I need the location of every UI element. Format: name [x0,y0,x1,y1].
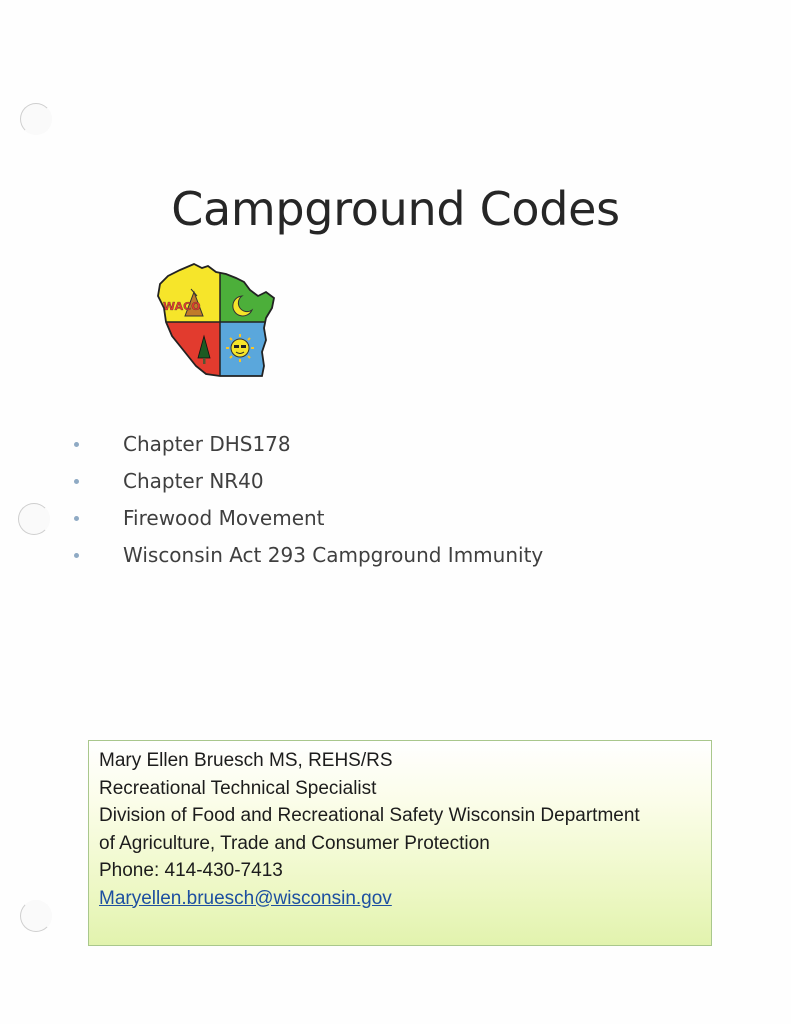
list-item: Firewood Movement [72,500,543,537]
bullet-icon [74,553,79,558]
logo-red-quadrant [150,322,220,378]
waco-logo [150,256,280,378]
bullet-icon [74,479,79,484]
contact-name: Mary Ellen Bruesch MS, REHS/RS [99,750,393,771]
list-item: Chapter NR40 [72,463,543,500]
bullet-icon [74,516,79,521]
bullet-icon [74,442,79,447]
contact-division-line2: of Agriculture, Trade and Consumer Protection [99,832,490,854]
contact-role: Recreational Technical Specialist [99,777,377,799]
topic-list [72,426,543,574]
contact-box [88,740,712,946]
binder-hole [20,103,52,135]
page-title: Campground Codes [171,182,620,236]
binder-hole [18,503,50,535]
list-item: Wisconsin Act 293 Campground Immunity [72,537,543,574]
contact-email-link[interactable]: Maryellen.bruesch@wisconsin.gov [99,887,392,909]
list-item: Chapter DHS178 [72,426,543,463]
binder-hole [20,900,52,932]
contact-phone: Phone: 414-430-7413 [99,860,283,881]
svg-text:WACO: WACO [163,300,201,313]
logo-blue-quadrant [220,322,280,378]
contact-division-line1: Division of Food and Recreational Safety Wisconsin Department [99,805,640,826]
